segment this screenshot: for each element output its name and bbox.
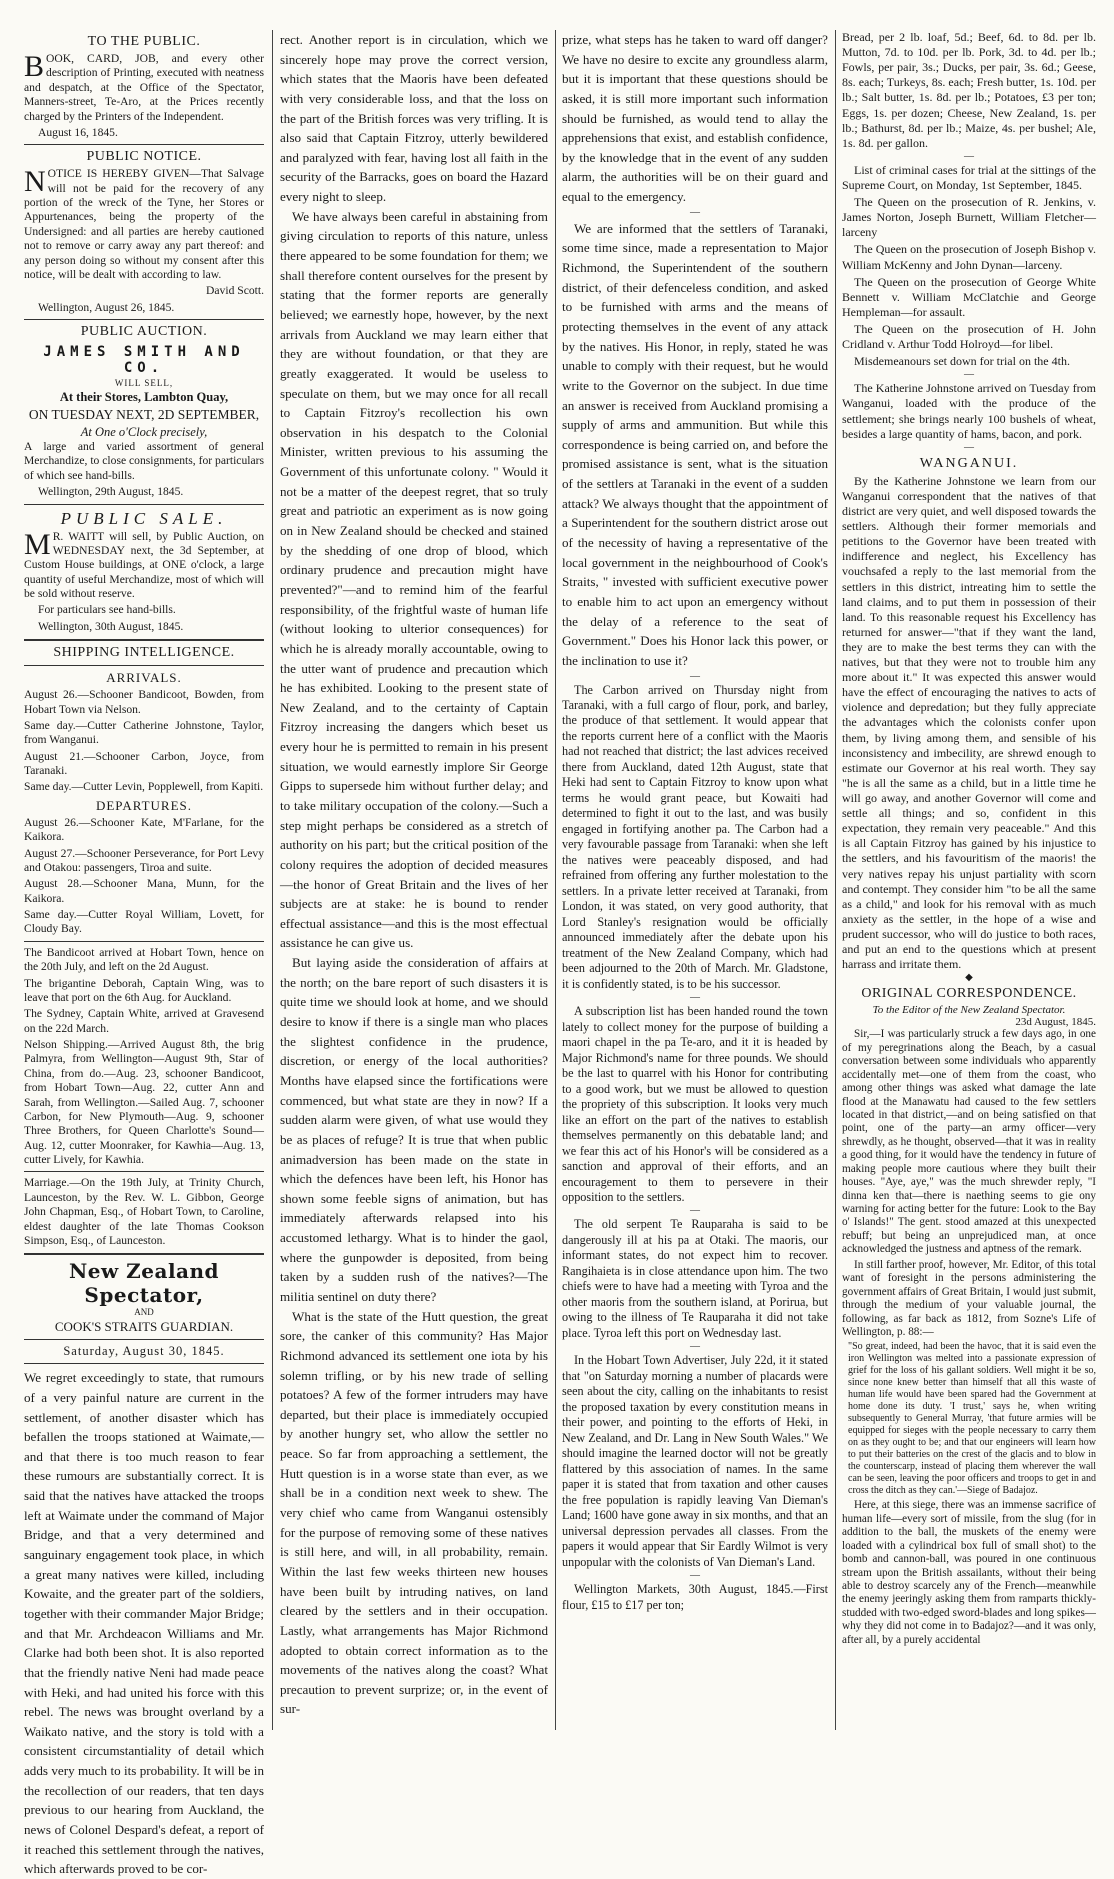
departure-item: August 26.—Schooner Kate, M'Farlane, for the Kaikora. bbox=[24, 815, 264, 844]
column-2 bbox=[280, 30, 548, 1730]
criminal-case: The Queen on the prosecution of R. Jenkins, v. James Norton, Joseph Burnett, William Fletcher—larceny bbox=[842, 195, 1096, 240]
column-3 bbox=[562, 30, 828, 1730]
article-para: prize, what steps has he taken to ward off danger? We have no desire to excite any groundless alarm, but it is important that these questions should be asked, it is still more important such information should be furnished, as would tend to allay the apprehensions that exist, and establish confidence, by the knowledge that in the event of any sudden alarm, the authorities will be on their guard and equal to the emergency. bbox=[562, 32, 828, 205]
divider bbox=[24, 504, 264, 505]
column-1 bbox=[24, 30, 264, 1877]
auction-will-sell: WILL SELL, bbox=[114, 378, 174, 388]
sale-heading: PUBLIC SALE. bbox=[60, 508, 228, 528]
leading-article: We regret exceedingly to state, that rumours of a very painful nature are current in the settlement, of another disaster which has befallen the troops stationed at Waimate,—and that there is too much reason to fear these rumours are substantially correct. It is said that the natives have attacked the troops left at Waimate under the command of Major Bridge, and that a very determined and sanguinary engagement took place, in which a great many natives were killed, including Kowaite, and the greater part of the soldiers, together with their commander Major Bridge; and that Mr. Archdeacon Williams and Mr. Clarke had both been shot. It is also reported that the friendly native Neni had made peace with Heki, and had united his force with this rebel. The news was brought overland by a Waikato native, and the story is told with a consistent circumstantiality of detail which adds very much to its probability. It will be in the recollection of our readers, that ten days previous to our hearing from Auckland, the news of Colonel Despard's defeat, a report of it reached this settlement through the natives, which afterwards proved to be cor- bbox=[24, 1370, 264, 1877]
johnstone-news: The Katherine Johnstone arrived on Tuesday from Wanganui, loaded with the produce of the settlement; she brings nearly 100 bushels of wheat, besides a large quantity of hams, bacon, and pork. bbox=[842, 381, 1096, 441]
ornament: — bbox=[690, 670, 700, 682]
arrival-item: August 21.—Schooner Carbon, Joyce, from Taranaki. bbox=[24, 749, 264, 777]
wanganui-heading: WANGANUI. bbox=[919, 455, 1019, 471]
divider bbox=[24, 1171, 264, 1172]
auction-place: At their Stores, Lambton Quay, bbox=[59, 390, 229, 404]
article-para: We are informed that the settlers of Taranaki, some time since, made a representation to Major Richmond, the Superintendent of the southern district, of their defenceless condition, and asked to be furnished with arms and the means of protecting themselves in the event of any attack by the natives. His Honor, in reply, stated he was unable to comply with their request, but he would write to the Governor on the subject. In due time an answer is received from Auckland promising a supply of arms and ammunition. But while this correspondence is being carried on, and before the promised assistance is sent, what is the situation of the settlers at Taranaki in the event of a sudden attack? We always thought that the appointment of a Superintendent for the southern district arose out of the necessity of having a representative of the local government in the neighbourhood of Cook's Straits, " invested with sufficient executive power to enable him to act upon an emergency without the delay of a reference to the seat of Government." Does his Honor lack this power, or the inclination to use it? bbox=[562, 220, 828, 668]
criminal-case: The Queen on the prosecution of George White Bennett v. William McClatchie and George Hempleman—for assault. bbox=[842, 274, 1096, 319]
auction-time: At One o'Clock precisely, bbox=[80, 425, 208, 439]
column-rule bbox=[555, 30, 556, 1730]
ornament: — bbox=[690, 992, 700, 1004]
sale-particulars: For particulars see hand-bills. bbox=[38, 603, 176, 617]
sale-date: Wellington, 30th August, 1845. bbox=[38, 619, 184, 633]
sale-body bbox=[24, 527, 264, 602]
ornament: — bbox=[964, 150, 974, 162]
masthead-and: AND bbox=[134, 1307, 154, 1318]
article-para: But laying aside the consideration of affairs at the north; on the bare report of such disasters it is quite time we should look at home, and we should desire to know if there is a single man who places the slightest confidence in the prudence, discretion, or energy of the local authorities? Months have elapsed since the fortifications were commenced, but what state are they in now? If a sudden alarm were given, of what use would they be as places of refuge? It is true that when public animadversion has been made on the state in which the defences have been left, his Honor has shown some feeble signs of animation, but has immediately afterwards relapsed into his accustomed lethargy. What is to hinder the gaol, where the gunpowder is deposited, from being taken by a sudden rush of the natives?—The militia sentinel on duty there? bbox=[280, 955, 548, 1304]
public-heading: TO THE PUBLIC. bbox=[87, 34, 201, 49]
ornament: — bbox=[690, 1570, 700, 1582]
departure-item: August 28.—Schooner Mana, Munn, for the Kaikora. bbox=[24, 877, 264, 905]
divider bbox=[24, 144, 264, 145]
column-rule bbox=[272, 30, 273, 1730]
dropcap: B bbox=[24, 50, 45, 83]
market-prices: Bread, per 2 lb. loaf, 5d.; Beef, 6d. to 8d. per lb. Mutton, 7d. to 10d. per lb. Pork, 3d. to 4d. per lb.; Fowls, per pair, 3s.; Ducks, per pair, 3s. 6d.; Geese, 8s. each; Turkeys, 8s. each; Fresh butter, 1s. 10d. per lb.; Salt butter, 1s. 8d. per lb.; Potatoes, £3 per ton; Eggs, 1s. per dozen; Cheese, New Zealand, 1s. per lb.; Bathurst, 8d. per lb.; Maize, 4s. per bushel; Ale, 1s. 8d. per gallon. bbox=[842, 30, 1096, 150]
auction-text: A large and varied assortment of general Merchandize, to close consignments, for particulars of which see hand-bills. bbox=[24, 440, 264, 482]
auction-date: Wellington, 29th August, 1845. bbox=[38, 485, 184, 499]
departure-item: Same day.—Cutter Royal William, Lovett, for Cloudy Bay. bbox=[24, 908, 264, 936]
criminal-case: The Queen on the prosecution of Joseph Bishop v. William McKenny and John Dynan—larceny. bbox=[842, 242, 1096, 272]
notice-signed: David Scott. bbox=[206, 284, 264, 298]
correspondence-text: Here, at this siege, there was an immense sacrifice of human life—every sort of missile, from the slug (for in addition to the ball, the muskets of the enemy were loaded with a cylindrical box full of small shot) to the bomb and cannon-ball, was poured in one continuous stream upon the British assailants, without their being able to destroy scarcely any of the French—meanwhile the enemy jeeringly asking them from ramparts thickly-studded with two-edged sword-blades and long spikes—why they did not come in to Badajoz?—and it was only, after all, by a purely accidental bbox=[842, 1499, 1096, 1646]
ship-news: The Sydney, Captain White, arrived at Gravesend on the 22d March. bbox=[24, 1007, 264, 1035]
correspondence-heading: ORIGINAL CORRESPONDENCE. bbox=[861, 986, 1077, 1002]
dropcap: N bbox=[24, 165, 46, 199]
public-date: August 16, 1845. bbox=[38, 125, 118, 139]
departures-heading: DEPARTURES. bbox=[95, 797, 193, 813]
divider bbox=[24, 1339, 264, 1340]
auction-heading: PUBLIC AUCTION. bbox=[80, 324, 208, 339]
divider bbox=[24, 665, 264, 666]
correspondence-date: 23d August, 1845. bbox=[1015, 1016, 1096, 1029]
dropcap: M bbox=[24, 527, 51, 561]
correspondence-quote: "So great, indeed, had been the havoc, that it is said even the iron Wellington was melted into a passionate expression of grief for the loss of his gallant soldiers. Well might it be so, since none knew better than himself that all this waste of human life would have been spared had the Government at home done its duty. 'I trust,' says he, when writing subsequently to General Murray, 'that future armies will be equipped for sieges with the people necessary to carry them on as they ought to be; and that our engineers will learn how to put their batteries on the crest of the glacis and to blow in the counterscarp, instead of placing them wherever the wall can be seen, leaving the poor officers and troops to get in and cross the ditch as they can.'—Siege of Badajoz. bbox=[848, 1341, 1096, 1497]
notice-date: Wellington, August 26, 1845. bbox=[38, 300, 175, 314]
ornament: — bbox=[690, 1205, 700, 1217]
subscription-news: A subscription list has been handed round the town lately to collect money for the purpose of building a maori chapel in the pa Te-aro, and it it is headed by Major Richmond's name for three pounds. We should be the last to quarrel with his Honor for contributing to a good work, but we must be allowed to question the propriety of this subscription. It looks very much like an effort on the part of the natives to establish themselves permanently on this debatable land; and we fear this act of his Honor's will be considered as a sanction and approval of their efforts, and an encouragement to them to persevere in their opposition to the settlers. bbox=[562, 1004, 828, 1204]
auction-firm: JAMES SMITH AND CO. bbox=[43, 344, 245, 376]
arrivals-heading: ARRIVALS. bbox=[106, 670, 182, 686]
arrival-item: August 26.—Schooner Bandicoot, Bowden, from Hobart Town via Nelson. bbox=[24, 688, 264, 716]
shipping-heading: SHIPPING INTELLIGENCE. bbox=[53, 645, 235, 661]
notice-text: OTICE IS HEREBY GIVEN—That Salvage will not be paid for the recovery of any portion of the wreck of the Tyne, her Stores or Appurtenances, being the property of the Undersigned: and all parties are hereby cautioned not to remove or carry away any part thereof: and any person doing so without my consent after this notice, will be dealt with according to law. bbox=[24, 167, 264, 281]
hobart-news: In the Hobart Town Advertiser, July 22d, it it stated that "on Saturday morning a number of placards were seen about the city, calling on the inhabitants to resist the proposed taxation by every constitution means in their power, and pointing to the efforts of Heki, in New Zealand, and Dr. Lang in New South Wales." We should imagine the learned doctor will not be greatly flattered by this association of names. In the same paper it is stated that from taxation and other causes the free population is rapidly leaving Van Dieman's Land; 1600 have gone away in six months, and that an universal depression pervades all classes. From the papers it would appear that Sir Eardly Wilmot is very unpopular with the colonists of Van Dieman's Land. bbox=[562, 1353, 828, 1569]
auction-day: ON TUESDAY NEXT, 2D SEPTEMBER, bbox=[28, 407, 260, 422]
correspondence-editor: To the Editor of the New Zealand Spectator. bbox=[872, 1004, 1066, 1017]
notice-body bbox=[24, 167, 264, 282]
correspondence-text: In still farther proof, however, Mr. Editor, of this total want of foresight in the persons administering the government affairs of Great Britain, I would just submit, through the medium of your valuable journal, the following, as far back as 1812, from Sozne's Life of Wellington, p. 88:— bbox=[842, 1258, 1096, 1338]
divider bbox=[24, 639, 264, 641]
marriage-notice: Marriage.—On the 19th July, at Trinity Church, Launceston, by the Rev. W. L. Gibbon, George John Chapman, Esq., of Hobart Town, to Caroline, eldest daughter of the late Thomas Cookson Simpson, Esq., of Launceston. bbox=[24, 1176, 264, 1247]
rauparaha-news: The old serpent Te Rauparaha is said to be dangerously ill at his pa at Otaki. The maoris, our informant states, do not expect him to recover. Rangihaieta is in close attendance upon him. The two chiefs were to have had a meeting with Tyroa and the other maoris from the southern island, at Porirua, but owing to the illness of Te Rauparaha it did not take place. Tyroa left this port on Wednesday last. bbox=[562, 1217, 828, 1340]
criminal-case: Misdemeanours set down for trial on the 4th. bbox=[854, 354, 1070, 369]
departure-item: August 27.—Schooner Perseverance, for Port Levy and Otakou: passengers, Tiroa and suite. bbox=[24, 846, 264, 874]
ship-news: The Bandicoot arrived at Hobart Town, hence on the 20th July, and left on the 2d August. bbox=[24, 945, 264, 974]
masthead-title: New Zealand Spectator, bbox=[68, 1259, 220, 1308]
column-rule bbox=[835, 30, 836, 1730]
article-para: What is the state of the Hutt question, the great sore, the canker of this community? Has Major Richmond advanced its settlement one iota by his solemn trifling, or by his new trade of selling potatoes? A few of the former intruders may have departed, but their place is immediately occupied by another hungry set, who allow the settler no peace. So far from approaching a settlement, the Hutt question is in a worse state than ever, as we shall be in a condition next week to shew. The very chief who came from Wanganui ostensibly for the purpose of removing some of these natives is still here, and will, in all probability, remain. Within the last few weeks thirteen new houses have been built by intruding natives, on land cleared by the settlers and in their occupation. Lastly, what arrangements has Major Richmond adopted to obtain correct information as to the movements of the natives along the coast? What precaution to prevent surprize; or, in the event of sur- bbox=[280, 1308, 548, 1717]
arrival-item: Same day.—Cutter Catherine Johnstone, Taylor, from Wanganui. bbox=[24, 718, 264, 747]
public-text: OOK, CARD, JOB, and every other description of Printing, executed with neatness and despatch, at the Office of the Spectator, Manners-street, Te-Aro, at the Prices recently charged by the Printers of the Independent. bbox=[24, 52, 264, 123]
public-notice-printing bbox=[24, 52, 264, 124]
ornament: — bbox=[964, 441, 974, 453]
correspondence-text: Sir,—I was particularly struck a few days ago, in one of my peregrinations along the Beach, by a casual conversation between some individuals who apparently accidentally met—one of them from the coast, who among other things was asked what damage the late flood at the Manawatu had caused to the few settlers located in that district,—and on being satisfied on that point, one of the party—an army officer—very shrewdly, as he thought, observed—that it was in reality a good thing, for it would have the tendency in future of making people more cautious where they built their houses. "Aye, aye," was the much shrewder reply, "I dinna ken that—there is naething seems to gie ony warning for acting better for the future: Look to the Bay o' Islands!" The gent. stood amazed at this unexpected rebuff; but being an unprejudiced man, at once acknowledged the justness and aptness of the remark. bbox=[842, 1028, 1096, 1256]
markets-news: Wellington Markets, 30th August, 1845.—First flour, £15 to £17 per ton; bbox=[562, 1582, 828, 1612]
column-4 bbox=[842, 30, 1096, 1730]
sale-text: R. WAITT will sell, by Public Auction, on WEDNESDAY next, the 3d September, at Custom House buildings, at ONE o'clock, a large quantity of useful Merchandize, most of which will be sold without reserve. bbox=[24, 529, 264, 600]
carbon-news: The Carbon arrived on Thursday night from Taranaki, with a full cargo of flour, pork, and barley, the produce of that settlement. It would appear that the reports current here of a conflict with the Maoris had not reached that district; the last advices received there from Auckland, dated 12th August, state that Heki had sent to Captain Fitzroy to know upon what terms he would grant peace, but Kowaiti had determined to fight it out to the last, and was busily engaged in fortifying another pa. The Carbon had a very favourable passage from Taranaki: when she left the natives were peaceably disposed, and had refrained from offering any further molestation to the settlers. In a private letter received at Taranaki, from London, it was stated, on very good authority, that Lord Stanley's resignation would be officially announced immediately after the debate upon his treatment of the New Zealand Company, which had been adjourned to the 20th of March. Mr. Gladstone, it is confidently stated, is to be his successor. bbox=[562, 682, 828, 991]
dateline: Saturday, August 30, 1845. bbox=[63, 1344, 225, 1359]
ship-news: The brigantine Deborah, Captain Wing, was to leave that port on the 6th Aug. for Auckland. bbox=[24, 976, 264, 1004]
criminal-cases-intro: List of criminal cases for trial at the sittings of the Supreme Court, on Monday, 1st September, 1845. bbox=[842, 162, 1096, 192]
wanganui-news: By the Katherine Johnstone we learn from our Wanganui correspondent that the natives of that district are very quiet, and well disposed towards the settlers. Although their former memorials and petitions to the Governor have been treated with indifference and neglect, his Excellency has vouchsafed a reply to the last memorial from the settlers in this district, intreating him to settle the land claims, and to put them in possession of their land. To this reasonable request his Excellency has returned for answer—"that if they want the land, they are to make the best terms they can with the natives, but that they were not to trouble him any more about it." It was expected this answer would have the effect of encouraging the natives to acts of violence and depredation; but they fully appreciate the advantages which the colonists confer upon them, by living among them, and sensible of his inconsistency and imbecility, are shrewd enough to estimate our Governor at his real worth. They say "he is all the same as a child, but in a little time he will go away, and another Governor will come and settle all things; and so, confident in this expectation, they remain very peaceable." And this is all Captain Fitzroy has gained by his injustice to the settlers, and his favouritism of the maoris! the very natives repay his unjust partiality with scorn and contempt. They consider him "to be all the same as a child," and look for his removal with as much anxiety as the settler, in the hope of a wise and prudent successor, who will do justice to both races, and put an end to the questions which at present harrass and irritate them. bbox=[842, 473, 1096, 972]
ship-news: Nelson Shipping.—Arrived August 8th, the brig Palmyra, from Wellington—August 9th, Star of China, from do.—Aug. 23, schooner Bandicoot, from Hobart Town—Aug. 22, cutter Ann and Sarah, from Wellington.—Sailed Aug. 7, schooner Carbon, for New Plymouth—Aug. 9, schooner Three Brothers, for Queen Charlotte's Sound—Aug. 12, cutter Moonraker, for Kawhia—Aug. 13, cutter Lively, for Kawhia. bbox=[24, 1038, 264, 1166]
divider bbox=[24, 1363, 264, 1364]
divider bbox=[24, 319, 264, 320]
ornament: ◆ bbox=[965, 972, 973, 984]
ornament: — bbox=[690, 206, 700, 218]
notice-heading: PUBLIC NOTICE. bbox=[86, 149, 202, 165]
criminal-case: The Queen on the prosecution of H. John Cridland v. Arthur Todd Holroyd—for libel. bbox=[842, 321, 1096, 352]
arrival-item: Same day.—Cutter Levin, Popplewell, from Kapiti. bbox=[24, 780, 264, 794]
ornament: — bbox=[964, 369, 974, 381]
article-para: rect. Another report is in circulation, which we sincerely hope may prove the correct version, which states that the Maoris have been defeated with very considerable loss, and that the loss on the part of the British forces was very trifling. It is also said that Captain Fitzroy, utterly bewildered and paralyzed with fear, having lost all faith in the security of the Barracks, goes on board the Hazard every night to sleep. bbox=[280, 32, 548, 205]
divider bbox=[24, 1253, 264, 1255]
ornament: — bbox=[690, 1341, 700, 1353]
masthead-subtitle: COOK'S STRAITS GUARDIAN. bbox=[54, 1319, 234, 1335]
article-para: We have always been careful in abstaining from giving circulation to reports of this nature, unless there appeared to be some foundation for them; we shall therefore content ourselves for the present by stating that the former reports are generally believed; we earnestly hope, however, by the next arrivals from Auckland we may learn either that they are without foundation, or that they are greatly exaggerated. It would be useless to speculate on them, but we may once for all recall to Captain Fitzroy's recollection his own observation in his despatch to the Colonial Minister, written previous to his assuming the Government of this unfortunate colony. " Would it not be a matter of the deepest regret, that so truly great and patriotic an experiment as is now going on in New Zealand should be checked and stained by the shedding of one drop of blood, which ordinary prudence and precaution might have prevented?"—and to remind him of the fearful responsibility, of the frightful waste of human life (without looking to ulterior consequences) for which he is already morally accountable, owing to the utter want of prudence and precaution which he has exhibited. Looking to the present state of New Zealand, and to the certainty of Captain Fitzroy increasing the dangers which beset us every hour he is permitted to remain in his present situation, we would earnestly implore Sir George Gipps to supersede him without further delay; and to take military occupation of the colony.—Such a step might perhaps be considered as a stretch of authority on his part; but the critical position of the colony requires the adoption of decided measures—the honor of Great Britain and the lives of her subjects are at stake: he is bound to render effectual assistance—and this is the most effectual assistance he can give us. bbox=[280, 208, 548, 951]
divider bbox=[24, 941, 264, 942]
